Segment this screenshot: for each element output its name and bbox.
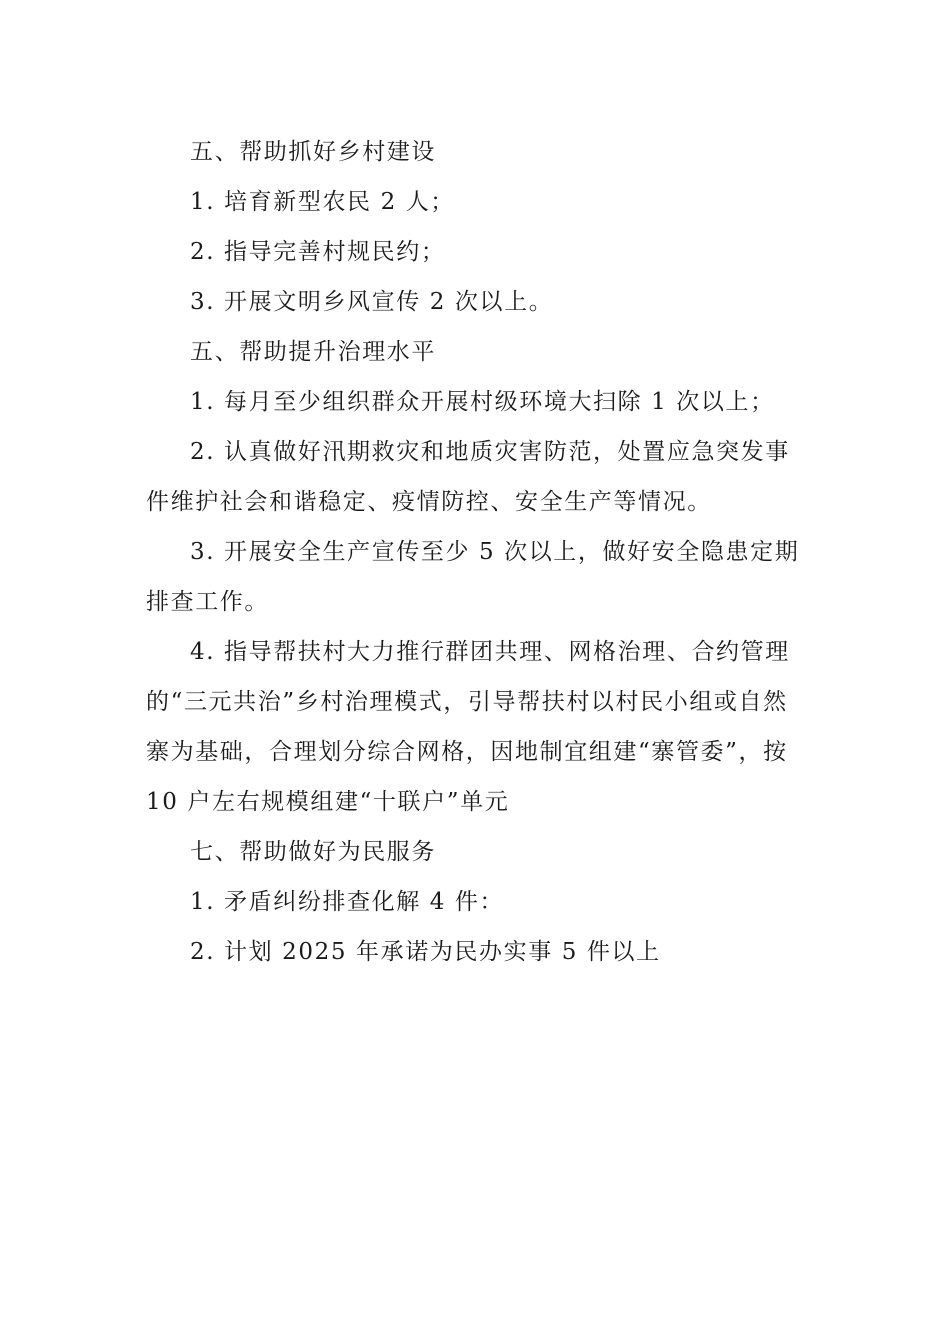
list-item: 1. 培育新型农民 2 人； xyxy=(190,189,455,215)
list-item: 1. 矛盾纠纷排查化解 4 件： xyxy=(190,889,505,915)
list-item: 4. 指导帮扶村大力推行群团共理、网格治理、合约管理的“三元共治”乡村治理模式，引导帮扶村以村民小组或自然寨为基础，合理划分综合网格，因地制宜组建“寨管委”，按 10 户左右规模组建“十联户”单元 xyxy=(146,639,790,815)
section-heading-governance: 五、帮助提升治理水平 xyxy=(190,339,436,365)
list-item: 1. 每月至少组织群众开展村级环境大扫除 1 次以上； xyxy=(190,389,775,415)
list-item: 2. 指导完善村规民约； xyxy=(190,239,446,265)
list-item: 2. 认真做好汛期救灾和地质灾害防范，处置应急突发事件维护社会和谐稳定、疫情防控、安全生产等情况。 xyxy=(146,439,790,515)
document-body xyxy=(146,127,806,977)
list-item: 3. 开展安全生产宣传至少 5 次以上，做好安全隐患定期排查工作。 xyxy=(146,539,800,615)
section-heading-public-service: 七、帮助做好为民服务 xyxy=(190,839,436,865)
list-item: 2. 计划 2025 年承诺为民办实事 5 件以上 xyxy=(190,939,661,965)
section-heading-rural-construction: 五、帮助抓好乡村建设 xyxy=(190,139,436,165)
list-item: 3. 开展文明乡风宣传 2 次以上。 xyxy=(190,289,554,315)
